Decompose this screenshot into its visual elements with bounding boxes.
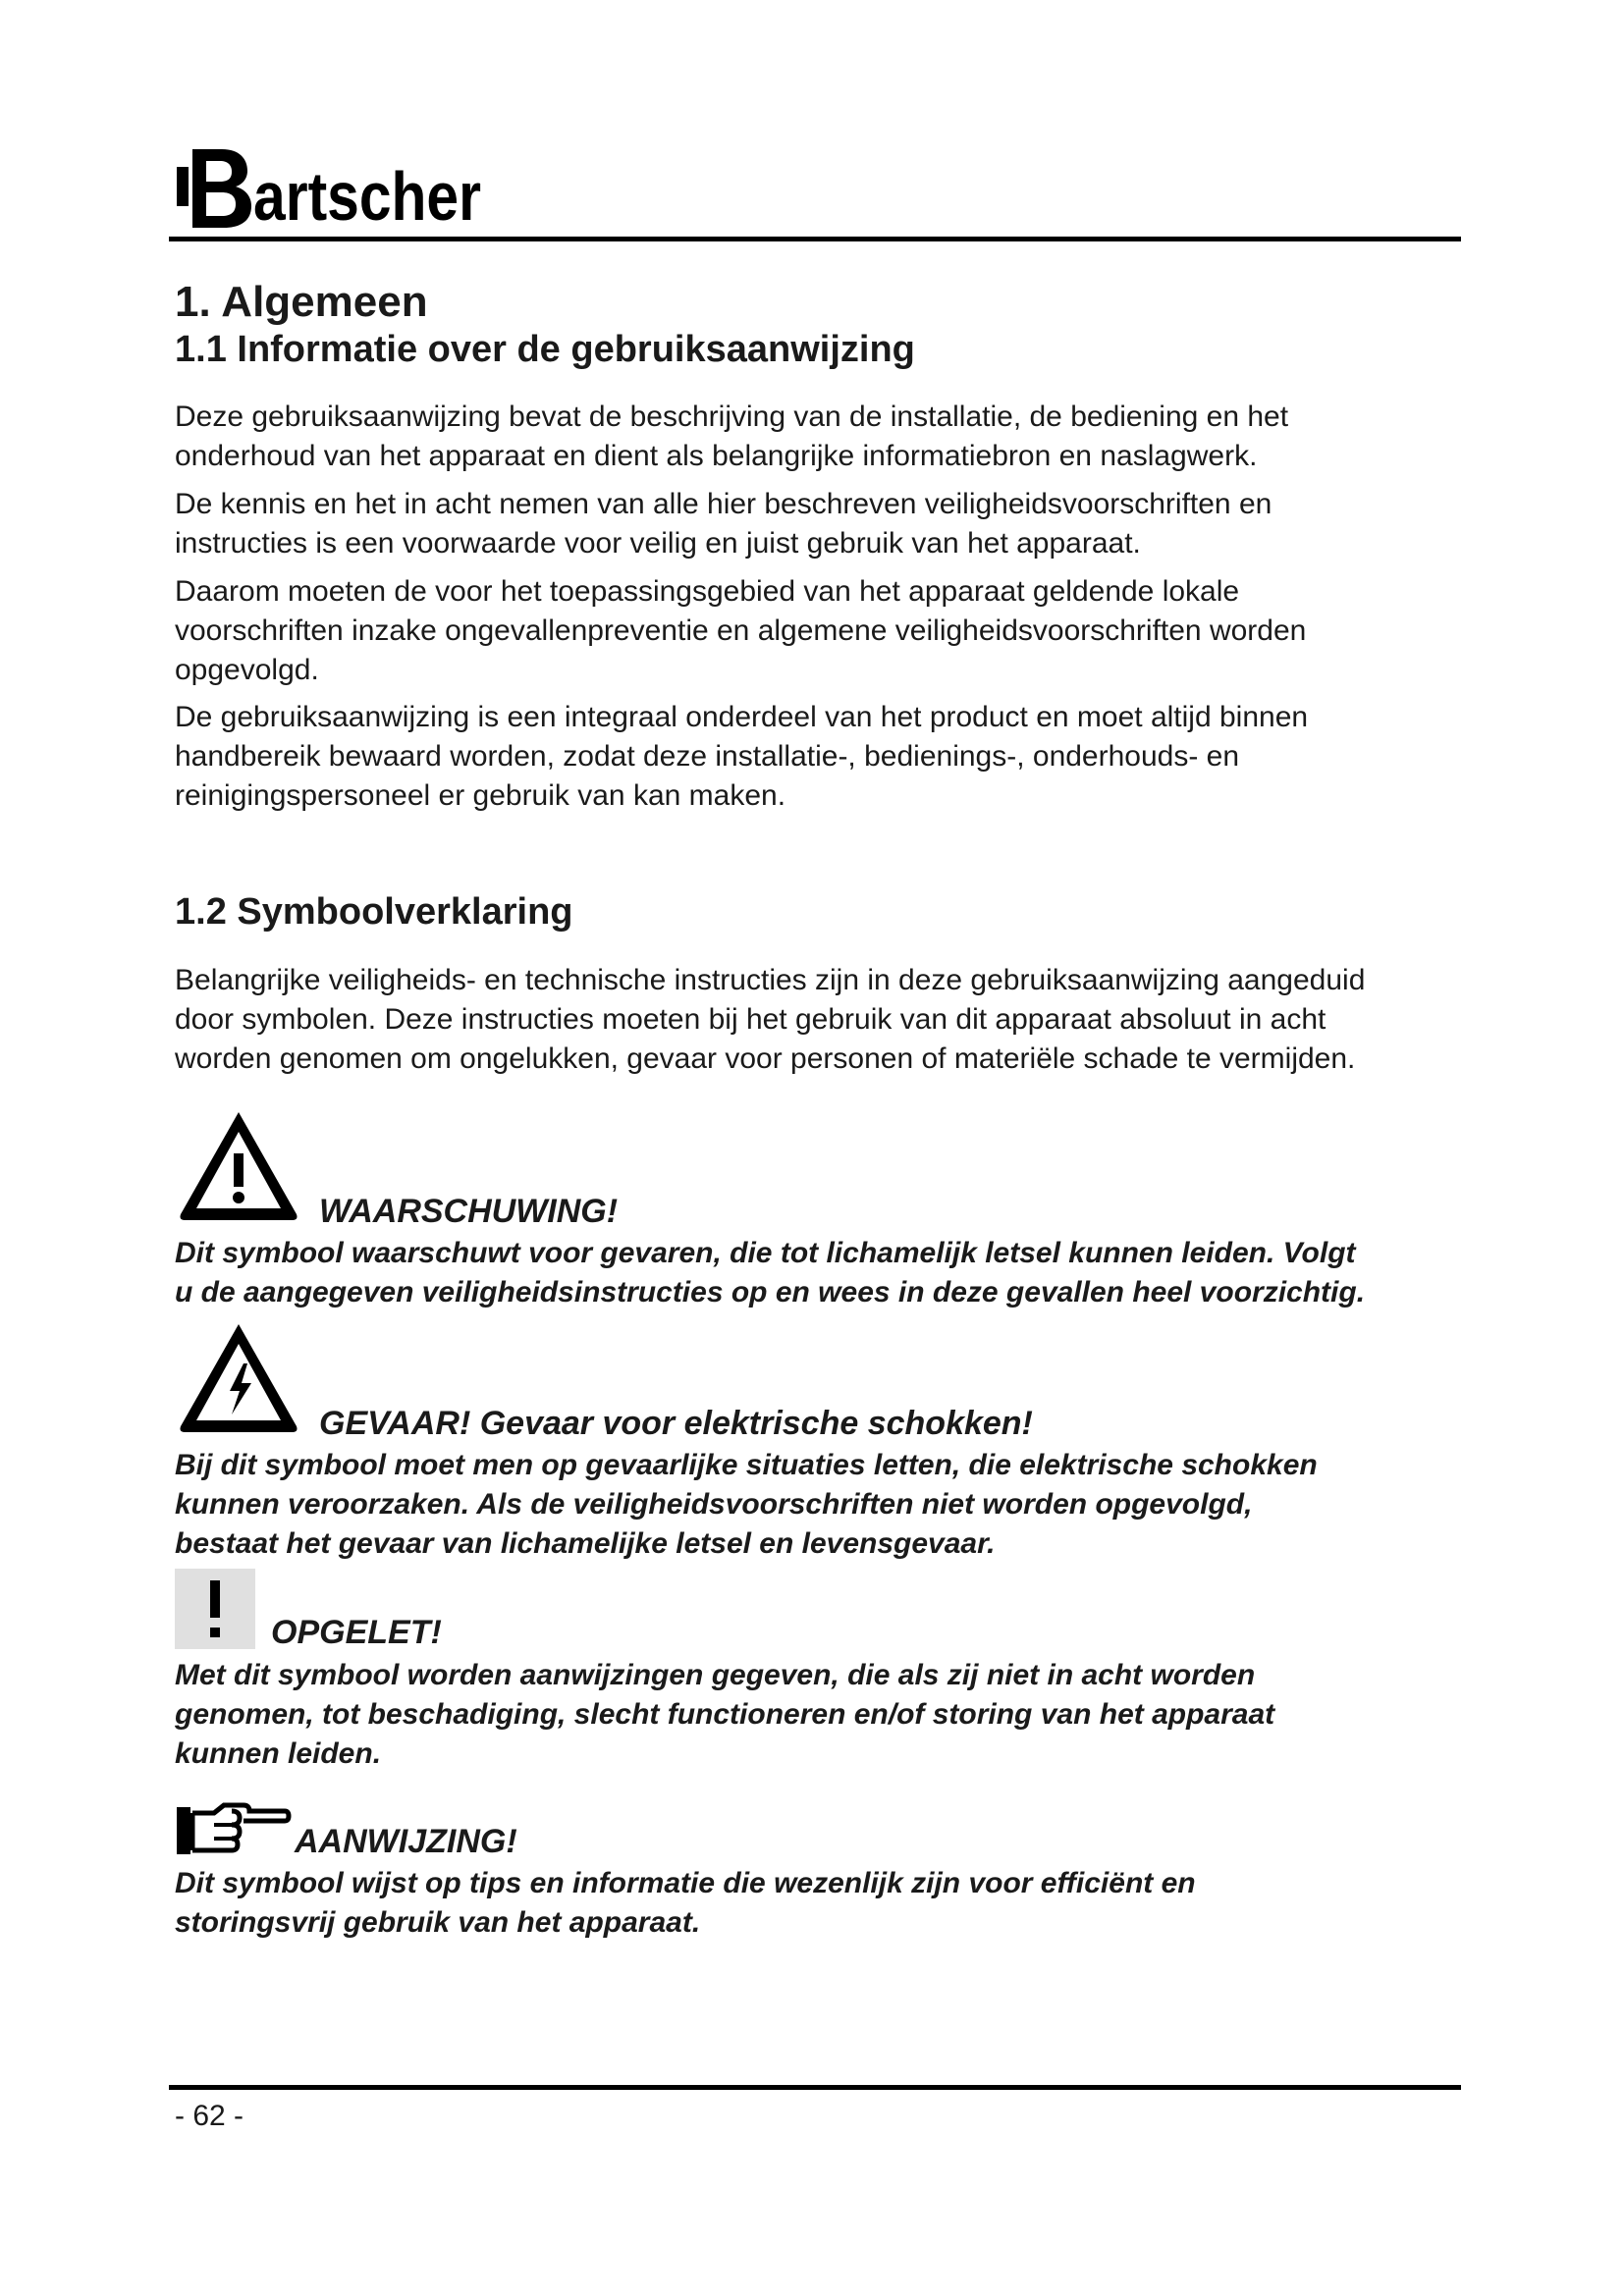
svg-text:artscher: artscher: [253, 158, 481, 235]
exclamation-icon: [175, 1569, 255, 1649]
caution-text: Met dit symbool worden aanwijzingen gegeven, die als zij niet in acht worden genomen, tot beschadiging, slecht functioneren en/of storing van het apparaat kunnen leiden.: [175, 1659, 1275, 1770]
paragraph: De gebruiksaanwijzing is een integraal onderdeel van het product en moet altijd binnen handbereik bewaard worden, zodat deze installatie-, bedienings-, onderhouds- en reinigingspersoneel er gebruik van kan maken.: [175, 701, 1309, 812]
page-number: - 62 -: [175, 2100, 244, 2132]
danger-title: GEVAAR! Gevaar voor elektrische schokken!: [319, 1405, 1033, 1442]
note-title: AANWIJZING!: [295, 1823, 517, 1860]
paragraph: Deze gebruiksaanwijzing bevat de beschrijving van de installatie, de bediening en het onderhoud van het apparaat en dient als belangrijke informatiebron en naslagwerk.: [175, 400, 1289, 472]
symbols-intro: Belangrijke veiligheids- en technische instructies zijn in deze gebruiksaanwijzing aangeduid door symbolen. Deze instructies moeten bij het gebruik van dit apparaat absoluut in acht worden genomen om ongelukken, gevaar voor personen of materiële schade te vermijden.: [175, 964, 1366, 1075]
electric-shock-icon: [175, 1318, 302, 1438]
warning-title: WAARSCHUWING!: [319, 1193, 619, 1230]
subsection-title-symbols: 1.2 Symboolverklaring: [175, 891, 573, 933]
note-text: Dit symbool wijst op tips en informatie die wezenlijk zijn voor efficiënt en storingsvrij gebruik van het apparaat.: [175, 1867, 1196, 1939]
bartscher-logo: [175, 135, 489, 235]
header-rule: [169, 237, 1461, 241]
footer-rule: [169, 2085, 1461, 2090]
section-title: 1. Algemeen: [175, 278, 428, 326]
paragraph: De kennis en het in acht nemen van alle hier beschreven veiligheidsvoorschriften en instructies is een voorwaarde voor veilig en juist gebruik van het apparaat.: [175, 488, 1272, 560]
caution-title: OPGELET!: [271, 1614, 442, 1651]
subsection-title-info: 1.1 Informatie over de gebruiksaanwijzing: [175, 329, 915, 370]
pointing-hand-icon: [175, 1799, 291, 1860]
warning-triangle-icon: [175, 1106, 302, 1226]
danger-text: Bij dit symbool moet men op gevaarlijke situaties letten, die elektrische schokken kunnen veroorzaken. Als de veiligheidsvoorschriften niet worden opgevolgd, bestaat het gevaar van lichamelijke letsel en levensgevaar.: [175, 1449, 1318, 1560]
paragraph: Daarom moeten de voor het toepassingsgebied van het apparaat geldende lokale voorschriften inzake ongevallenpreventie en algemene veiligheidsvoorschriften worden opgevolgd.: [175, 575, 1307, 686]
warning-text: Dit symbool waarschuwt voor gevaren, die tot lichamelijk letsel kunnen leiden. Volgt u de aangegeven veiligheidsinstructies op en wees in deze gevallen heel voorzichtig.: [175, 1237, 1366, 1308]
